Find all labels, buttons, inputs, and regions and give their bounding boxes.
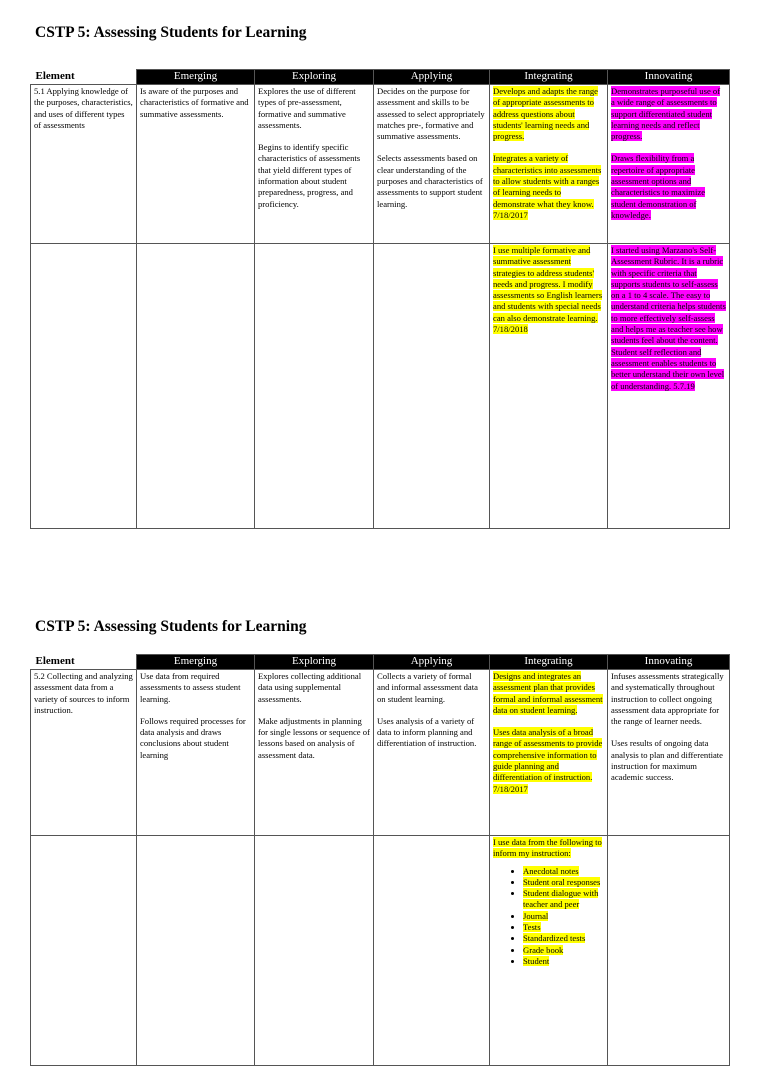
list-item: • Tests bbox=[523, 922, 604, 933]
emerging-text-2: Follows required processes for data analysis and draws conclusions about student learning bbox=[140, 715, 246, 760]
header-innovating: Innovating bbox=[608, 70, 730, 85]
list-item: • Student bbox=[523, 956, 604, 967]
exploring-text-1: Explores collecting additional data using supplemental assessments. bbox=[258, 671, 362, 704]
list-item: • Grade book bbox=[523, 945, 604, 956]
header-innovating: Innovating bbox=[608, 655, 730, 670]
evidence-element-cell bbox=[31, 244, 137, 529]
list-item: • Anecdotal notes bbox=[523, 866, 604, 877]
emerging-text-1: Use data from required assessments to assess student learning. bbox=[140, 671, 241, 704]
header-integrating: Integrating bbox=[490, 70, 608, 85]
integrating-text-1: Designs and integrates an assessment plan that provides formal and informal assessment data on student learning. bbox=[493, 671, 603, 715]
header-applying: Applying bbox=[374, 655, 490, 670]
evidence-applying-cell bbox=[374, 244, 490, 529]
applying-text-1: Decides on the purpose for assessment and skills to be assessed to select appropriately matches pre-, formative and summative assessments. bbox=[377, 86, 485, 142]
evidence-integrating-text: I use multiple formative and summative assessment strategies to address students' needs and progress. I modify assessments so English learners and students with special needs can also demonstrate learning. 7/18/2018 bbox=[493, 245, 603, 335]
evidence-innovating-text: I started using Marzano's Self-Assessment Rubric. It is a rubric with specific criteria that supports students to self-assess on a 1 to 4 scale. The easy to understand criteria helps students to more effectively self-assess and helps me as teacher see how students feel about the content. Student self reflection and assessment enables students to better understand their own level of understanding. 5.7.19 bbox=[611, 245, 726, 391]
integrating-cell bbox=[490, 670, 608, 836]
list-item: • Standardized tests bbox=[523, 933, 604, 944]
evidence-integrating-intro: I use data from the following to inform my instruction: bbox=[493, 837, 602, 859]
exploring-text-2: Begins to identify specific characteristics of assessments that yield different types of information about student preparedness, progress, and proficiency. bbox=[258, 142, 361, 209]
header-element: Element bbox=[31, 70, 137, 85]
integrating-text-2: Integrates a variety of characteristics into assessments to allow students with a ranges of learning needs to demonstrate what they know. 7/18/2017 bbox=[493, 153, 602, 220]
section-title: CSTP 5: Assessing Students for Learning bbox=[35, 618, 307, 635]
emerging-text: Is aware of the purposes and characteristics of formative and summative assessments. bbox=[140, 86, 249, 119]
list-item: • Journal bbox=[523, 911, 604, 922]
list-item: • Student oral responses bbox=[523, 877, 604, 888]
evidence-element-cell bbox=[31, 836, 137, 1066]
innovating-text-1: Demonstrates purposeful use of a wide range of assessments to support differentiated student learning needs and reflect progress. bbox=[611, 86, 721, 142]
innovating-cell bbox=[608, 85, 730, 244]
evidence-innovating-cell bbox=[608, 836, 730, 1066]
rubric-table bbox=[30, 654, 730, 1066]
evidence-applying-cell bbox=[374, 836, 490, 1066]
header-emerging: Emerging bbox=[137, 70, 255, 85]
exploring-cell bbox=[255, 670, 374, 836]
evidence-innovating-cell bbox=[608, 244, 730, 529]
evidence-source-list bbox=[493, 866, 604, 968]
innovating-text-2: Uses results of ongoing data analysis to plan and differentiate instruction for maximum academic success. bbox=[611, 738, 723, 783]
exploring-text-1: Explores the use of different types of pre-assessment, formative and summative assessments. bbox=[258, 86, 356, 130]
exploring-cell bbox=[255, 85, 374, 244]
integrating-text-2: Uses data analysis of a broad range of assessments to provide comprehensive information to guide planning and differentiation of instruction. 7/18/2017 bbox=[493, 727, 603, 794]
evidence-exploring-cell bbox=[255, 836, 374, 1066]
applying-text-1: Collects a variety of formal and informal assessment data on student learning. bbox=[377, 671, 478, 704]
emerging-cell bbox=[137, 85, 255, 244]
emerging-cell bbox=[137, 670, 255, 836]
section-title: CSTP 5: Assessing Students for Learning bbox=[35, 24, 307, 41]
header-exploring: Exploring bbox=[255, 70, 374, 85]
header-element: Element bbox=[31, 655, 137, 670]
evidence-emerging-cell bbox=[137, 244, 255, 529]
evidence-emerging-cell bbox=[137, 836, 255, 1066]
header-exploring: Exploring bbox=[255, 655, 374, 670]
header-emerging: Emerging bbox=[137, 655, 255, 670]
integrating-cell bbox=[490, 85, 608, 244]
innovating-text-1: Infuses assessments strategically and systematically throughout instruction to collect ongoing assessment data appropriate for the range of learner needs. bbox=[611, 671, 724, 727]
innovating-cell bbox=[608, 670, 730, 836]
innovating-text-2: Draws flexibility from a repertoire of appropriate assessment options and characteristics to maximize student demonstration of knowledge. bbox=[611, 153, 706, 220]
evidence-integrating-cell bbox=[490, 836, 608, 1066]
header-applying: Applying bbox=[374, 70, 490, 85]
header-integrating: Integrating bbox=[490, 655, 608, 670]
rubric-table bbox=[30, 69, 730, 529]
evidence-exploring-cell bbox=[255, 244, 374, 529]
applying-text-2: Uses analysis of a variety of data to inform planning and differentiation of instruction. bbox=[377, 715, 477, 749]
applying-cell bbox=[374, 85, 490, 244]
element-cell: 5.1 Applying knowledge of the purposes, characteristics, and uses of different types of assessments bbox=[31, 85, 137, 244]
integrating-text-1: Develops and adapts the range of appropriate assessments to address questions about students' learning needs and progress. bbox=[493, 86, 598, 142]
list-item: • Student dialogue with teacher and peer bbox=[523, 888, 604, 911]
applying-text-2: Selects assessments based on clear understanding of the purposes and characteristics of assessments to support student learning. bbox=[377, 153, 483, 209]
applying-cell bbox=[374, 670, 490, 836]
exploring-text-2: Make adjustments in planning for single lessons or sequence of lessons based on analysis of assessment data. bbox=[258, 715, 370, 760]
element-cell: 5.2 Collecting and analyzing assessment data from a variety of sources to inform instruction. bbox=[31, 670, 137, 836]
evidence-integrating-cell bbox=[490, 244, 608, 529]
